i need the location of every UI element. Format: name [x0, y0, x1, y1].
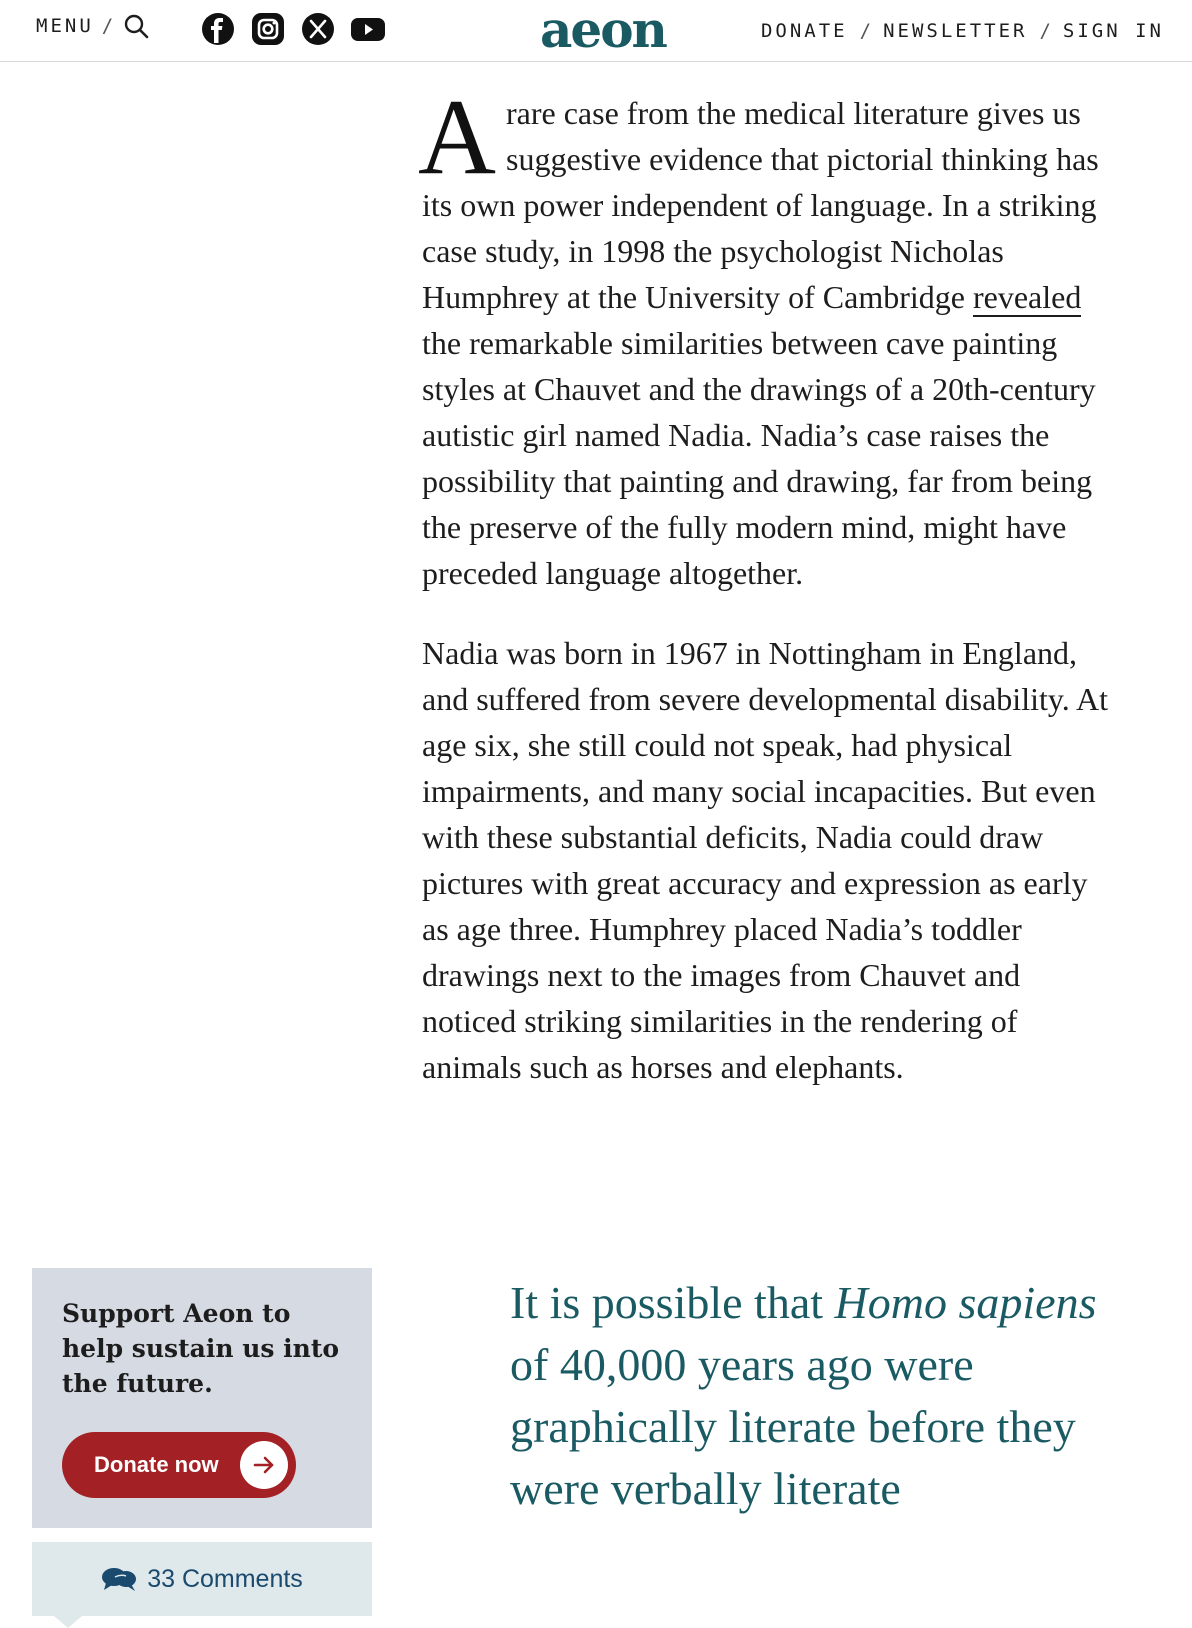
instagram-icon[interactable]	[250, 11, 286, 47]
menu-group	[36, 13, 149, 39]
article-body	[418, 78, 1122, 1124]
site-header	[0, 0, 1192, 62]
youtube-icon[interactable]	[350, 11, 386, 47]
pull-quote-italic: Homo sapiens	[834, 1277, 1097, 1328]
nav-separator: /	[1039, 20, 1051, 42]
support-aeon-box	[32, 1268, 372, 1528]
drop-cap: A	[418, 78, 496, 197]
newsletter-link[interactable]: NEWSLETTER	[883, 20, 1028, 42]
menu-link[interactable]: MENU	[36, 15, 94, 37]
comments-count-label: 33 Comments	[147, 1564, 303, 1593]
donate-now-button[interactable]	[62, 1432, 296, 1498]
account-nav	[761, 20, 1164, 42]
pull-quote	[510, 1272, 1110, 1520]
paragraph-text: the remarkable similarities between cave painting styles at Chauvet and the drawings of a 20th-century autistic girl named Nadia. Nadia’s case raises the possibility that painting and drawing, far from being the preserve of the fully modern mind, might have preceded language altogether.	[422, 325, 1096, 591]
pull-quote-text: It is possible that	[510, 1277, 835, 1328]
x-icon[interactable]	[300, 11, 336, 47]
chat-bubbles-icon	[101, 1565, 137, 1593]
revealed-link[interactable]: revealed	[972, 279, 1082, 315]
nav-separator: /	[859, 20, 872, 42]
comments-box-tail	[54, 1616, 82, 1628]
comments-button[interactable]	[32, 1542, 372, 1616]
article-paragraph	[418, 78, 1122, 596]
pull-quote-text: of 40,000 years ago were graphically literate before they were verbally literate	[510, 1339, 1076, 1514]
facebook-icon[interactable]	[200, 11, 236, 47]
arrow-right-icon	[240, 1441, 288, 1489]
menu-separator: /	[101, 15, 114, 37]
paragraph-text: rare case from the medical literature gives us suggestive evidence that pictorial thinking has its own power independent of language. In a striking case study, in 1998 the psychologist Nicholas Humphrey at the University of Cambridge	[422, 95, 1099, 315]
search-icon[interactable]	[123, 13, 149, 39]
sign-in-link[interactable]: SIGN IN	[1062, 20, 1164, 42]
support-message: Support Aeon to help sustain us into the future.	[62, 1299, 340, 1398]
donate-link[interactable]: DONATE	[760, 20, 848, 42]
article-paragraph: Nadia was born in 1967 in Nottingham in England, and suffered from severe developmental disability. At age six, she still could not speak, had physical impairments, and many social incapacities. But even with these substantial deficits, Nadia could draw pictures with great accuracy and expression as early as age three. Humphrey placed Nadia’s toddler drawings next to the images from Chauvet and noticed striking similarities in the rendering of animals such as horses and elephants.	[422, 635, 1109, 1085]
aeon-logo[interactable]: aeon	[540, 0, 666, 59]
donate-now-label: Donate now	[94, 1452, 219, 1477]
social-links	[200, 11, 386, 47]
